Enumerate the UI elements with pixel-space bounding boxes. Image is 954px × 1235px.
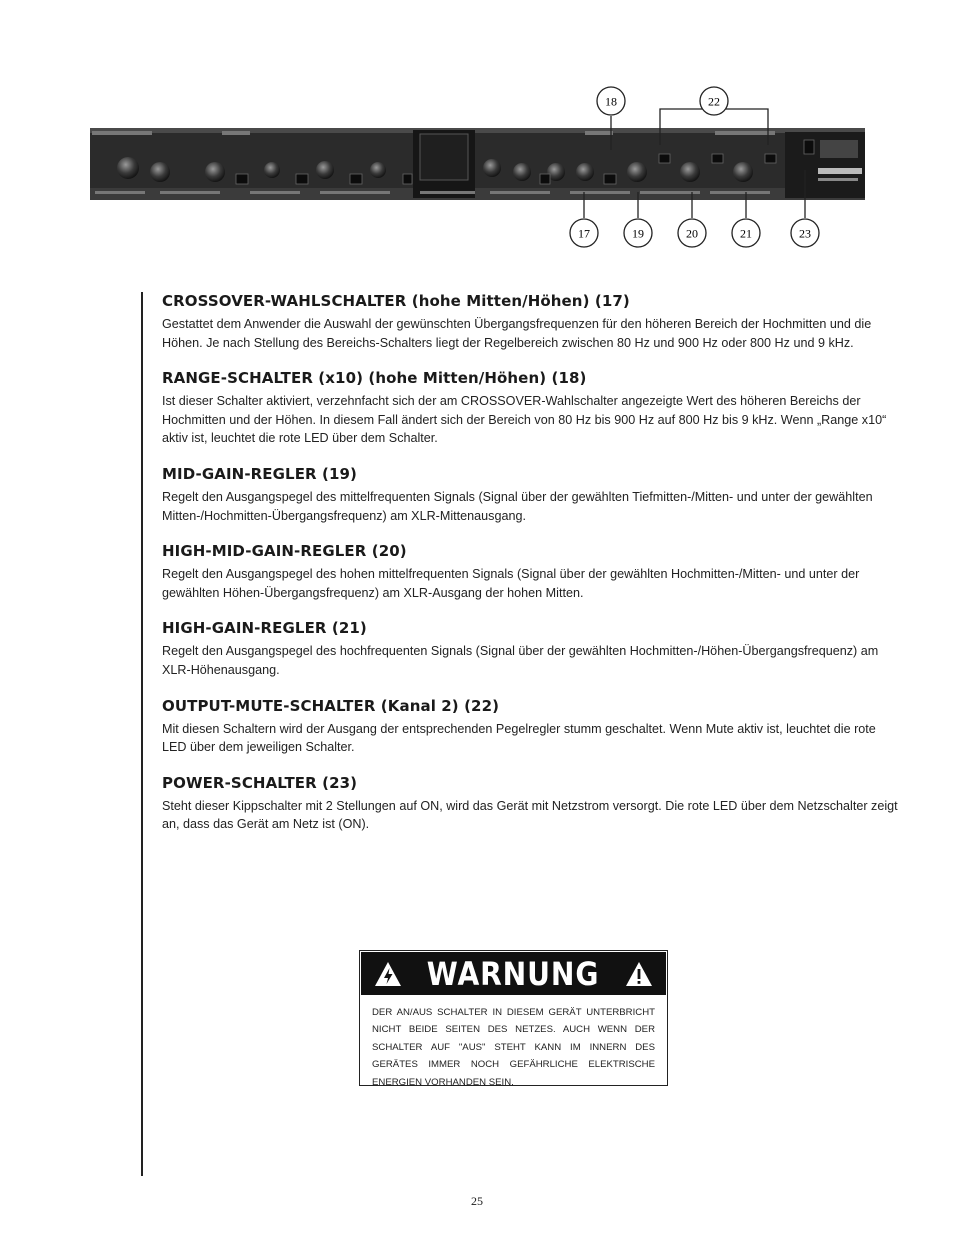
section-body: Regelt den Ausgangspegel des hochfrequenten Signals (Signal über der gewählten Hochmitten-/Höhen-Übergangsfrequenz) am XLR-Höhenausgang.: [162, 644, 879, 677]
section-body: Steht dieser Kippschalter mit 2 Stellungen auf ON, wird das Gerät mit Netzstrom versorgt. Die rote LED über dem Netzschalter zeigt an, dass das Gerät am Netz ist (ON).: [162, 798, 898, 832]
callout-20: [678, 219, 706, 247]
section-body: Regelt den Ausgangspegel des mittelfrequenten Signals (Signal über der gewählten Tiefmitten-/Mitten- und unter der gewählten Mitten-/Hochmitten-Übergangsfrequenz) am XLR-Mittenausgang.: [162, 489, 873, 523]
section-heading: POWER-SCHALTER (23): [162, 773, 358, 792]
warning-triangle-icon: [373, 960, 403, 988]
warning-title: WARNUNG: [427, 954, 600, 993]
section-body: Regelt den Ausgangspegel des hohen mittelfrequenten Signals (Signal über der gewählten Hochmitten-/Mitten- und unter der gewählten Höhen-Übergangsfrequenz) am XLR-Ausgang der hohen Mitten.: [162, 567, 860, 600]
section-mid-gain: [162, 465, 902, 525]
svg-text:18: 18: [605, 94, 617, 109]
svg-text:19: 19: [632, 226, 644, 241]
section-body: Gestattet dem Anwender die Auswahl der gewünschten Übergangsfrequenzen für den höheren Bereich der Hochmitten und die Höhen. Je nach Stellung des Bereichs-Schalters liegt der Regelbereich zwischen 80 Hz und 900 Hz oder 800 Hz und 9 kHz.: [162, 317, 872, 350]
left-margin-rule: [141, 292, 143, 1176]
warning-header: [361, 952, 666, 995]
svg-text:20: 20: [686, 226, 698, 241]
svg-text:22: 22: [708, 94, 720, 109]
page-number: 25: [471, 1194, 483, 1208]
warning-box: [359, 950, 668, 1086]
section-high-gain: [162, 619, 902, 679]
callout-19: [624, 219, 652, 247]
section-heading: RANGE-SCHALTER (x10) (hohe Mitten/Höhen) (18): [162, 369, 587, 388]
section-heading: CROSSOVER-WAHLSCHALTER (hohe Mitten/Höhen) (17): [162, 292, 630, 310]
svg-text:17: 17: [578, 226, 590, 241]
svg-text:21: 21: [740, 226, 752, 241]
section-range: [162, 369, 902, 448]
callout-17: [570, 219, 598, 247]
section-power: [162, 774, 902, 834]
section-body: Mit diesen Schaltern wird der Ausgang der entsprechenden Pegelregler stumm geschaltet. Wenn Mute aktiv ist, leuchtet die rote LED über dem jeweiligen Schalter.: [162, 721, 876, 755]
section-body: Ist dieser Schalter aktiviert, verzehnfacht sich der am CROSSOVER-Wahlschalter angezeigte Wert des höheren Bereichs der Hochmitten und der Höhen. In diesem Fall ändert sich der Bereich von 80 Hz bis 900 Hz auf 800 Hz bis 9 kHz. Wenn „Range x10“ aktiv ist, leuchtet die rote LED über dem Schalter.: [162, 394, 887, 446]
svg-text:23: 23: [799, 226, 811, 241]
section-crossover: [162, 292, 902, 352]
section-heading: OUTPUT-MUTE-SCHALTER (Kanal 2) (22): [162, 696, 500, 715]
section-heading: HIGH-MID-GAIN-REGLER (20): [162, 542, 407, 561]
front-panel-figure: [0, 0, 954, 260]
callout-18: [597, 87, 625, 115]
section-high-mid-gain: [162, 542, 902, 602]
section-heading: MID-GAIN-REGLER (19): [162, 464, 358, 483]
callout-23: [791, 219, 819, 247]
content-column: [162, 292, 902, 851]
warning-text: DER AN/AUS SCHALTER IN DIESEM GERÄT UNTERBRICHT NICHT BEIDE SEITEN DES NETZES. AUCH WENN DER SCHALTER AUF "AUS" STEHT KANN IM INNERN DES GERÄTES IMMER NOCH GEFÄHRLICHE ELEKTRISCHE ENERGIEN VORHANDEN SEIN.: [372, 1007, 655, 1088]
callout-22: [700, 87, 728, 115]
section-output-mute: [162, 697, 902, 757]
warning-triangle-icon: [624, 960, 654, 988]
section-heading: HIGH-GAIN-REGLER (21): [162, 619, 367, 638]
callout-21: [732, 219, 760, 247]
